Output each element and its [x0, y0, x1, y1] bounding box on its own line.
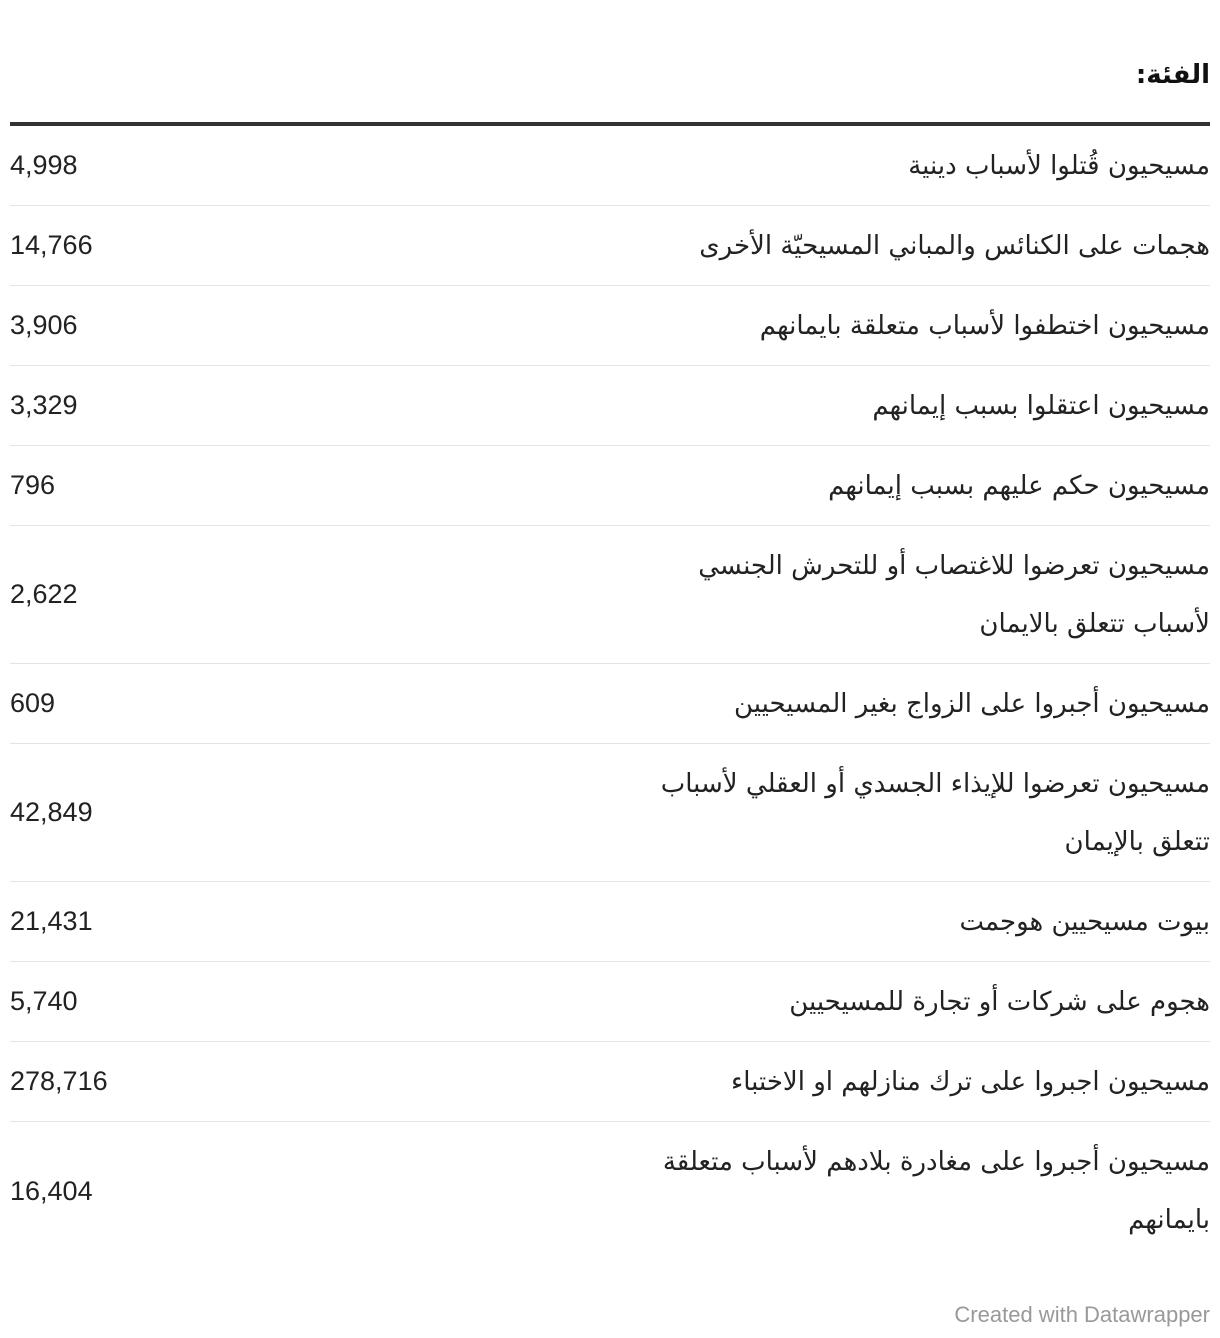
row-value: 3,906 — [10, 310, 78, 340]
row-value: 4,998 — [10, 150, 78, 180]
datawrapper-credit-link[interactable]: Created with Datawrapper — [954, 1302, 1210, 1327]
row-category: هجمات على الكنائس والمباني المسيحيّة الأخرى — [699, 230, 1210, 261]
row-category: مسيحيون اختطفوا لأسباب متعلقة بايمانهم — [759, 310, 1210, 341]
row-value: 2,622 — [10, 579, 78, 609]
table-row — [10, 206, 1210, 286]
row-value: 5,740 — [10, 986, 78, 1016]
row-value: 21,431 — [10, 906, 93, 936]
row-value: 16,404 — [10, 1175, 93, 1206]
table-header — [10, 0, 1210, 126]
table-row — [10, 1042, 1210, 1122]
row-category: مسيحيون اجبروا على ترك منازلهم او الاختباء — [731, 1066, 1210, 1097]
row-category: مسيحيون قُتلوا لأسباب دينية — [908, 150, 1210, 181]
category-column-header: الفئة: — [1135, 60, 1210, 90]
row-category: مسيحيون حكم عليهم بسبب إيمانهم — [828, 470, 1210, 501]
row-category: مسيحيون تعرضوا للإيذاء الجسدي أو العقلي لأسباب تتعلق بالإيمان — [660, 768, 1210, 857]
row-category: بيوت مسيحيين هوجمت — [959, 906, 1210, 937]
table-row — [10, 286, 1210, 366]
row-category: مسيحيون أجبروا على مغادرة بلادهم لأسباب متعلقة بايمانهم — [662, 1147, 1210, 1235]
row-category: مسيحيون تعرضوا للاغتصاب أو للتحرش الجنسي لأسباب تتعلق بالايمان — [698, 550, 1210, 639]
data-table — [10, 0, 1210, 1260]
table-row — [10, 962, 1210, 1042]
table-row — [10, 1122, 1210, 1260]
table-row — [10, 446, 1210, 526]
row-category: مسيحيون اعتقلوا بسبب إيمانهم — [872, 390, 1210, 421]
row-category: هجوم على شركات أو تجارة للمسيحيين — [789, 986, 1210, 1017]
table-row — [10, 744, 1210, 882]
row-value: 42,849 — [10, 797, 93, 827]
table-row — [10, 526, 1210, 664]
table-row — [10, 664, 1210, 744]
row-value: 609 — [10, 688, 56, 718]
row-value: 278,716 — [10, 1066, 108, 1096]
table-row — [10, 882, 1210, 962]
table-row — [10, 126, 1210, 206]
row-category: مسيحيون أجبروا على الزواج بغير المسيحيين — [733, 688, 1210, 719]
row-value: 796 — [10, 470, 56, 500]
table-row — [10, 366, 1210, 446]
row-value: 3,329 — [10, 390, 78, 420]
row-value: 14,766 — [10, 230, 93, 260]
